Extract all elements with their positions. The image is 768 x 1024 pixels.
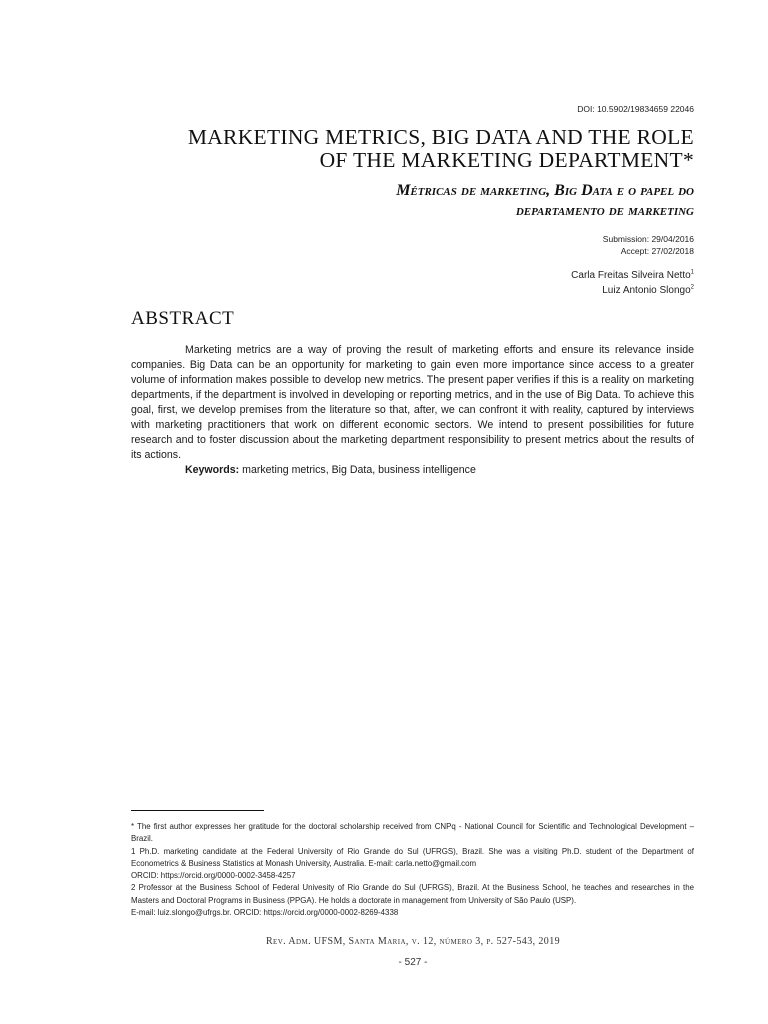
keywords-text: marketing metrics, Big Data, business intelligence (239, 464, 476, 476)
abstract-paragraph (131, 343, 694, 463)
journal-citation: Rev. Adm. UFSM, Santa Maria, v. 12, número 3, p. 527-543, 2019 (265, 936, 561, 947)
paper-subtitle-line-2: departamento de marketing (515, 202, 694, 219)
paper-subtitle (94, 181, 694, 221)
paper-title-line-1: MARKETING METRICS, BIG DATA AND THE ROLE (187, 125, 694, 149)
author-note-ref: 1 (690, 269, 694, 276)
footnote: 2 Professor at the Business School of Federal Univesity of Rio Grande do Sul (UFRGS), Brazil. At the Business School, he teaches and researches in the Masters and Doctoral Programs in Business (PPGA). He holds a doctorate in management from University of São Paulo (USP). (131, 883, 694, 905)
abstract-heading: ABSTRACT (131, 308, 235, 329)
doi-label: DOI: 10.5902/19834659 22046 (577, 104, 694, 114)
abstract-text: Marketing metrics are a way of proving the result of marketing efforts and ensure its relevance inside companies. Big Data can be an opportunity for marketing to gain even more importance since access to a greater volume of information makes possible to develop new metrics. The present paper verifies if this is a reality on marketing departments, if the department is involved in developing or reporting metrics, and in the use of Big Data. To achieve this goal, first, we develop premises from the literature so that, after, we can confront it with reality, captured by interviews with marketing practitioners that work on different economic sectors. We intend to present possibilities for future research and to foster discussion about the marketing department responsibility to present metrics about the results of its actions. (131, 344, 694, 461)
footnote: * The first author expresses her gratitude for the doctoral scholarship received from CNPq - National Council for Scientific and Technological Development – Brazil. (131, 822, 694, 844)
author (571, 268, 694, 283)
submission-date: Submission: 29/04/2016 (602, 234, 694, 244)
submission-dates (603, 233, 694, 257)
author-note-ref: 2 (690, 284, 694, 291)
page-number: - 527 - (398, 957, 428, 968)
paper-subtitle-line-1: Métricas de marketing, Big Data e o papel do (396, 182, 694, 199)
paper-title (114, 126, 694, 172)
author-name: Luiz Antonio Slongo (602, 285, 691, 296)
author-name: Carla Freitas Silveira Netto (571, 270, 691, 281)
footnote: 1 Ph.D. marketing candidate at the Federal University of Rio Grande do Sul (UFRGS), Brazil. She was a visiting Ph.D. student of the Department of Econometrics & Business Statistics at Monash University, Australia. E-mail: carla.netto@gmail.com (131, 846, 694, 868)
footnotes (131, 821, 694, 919)
footnote: E-mail: luiz.slongo@ufrgs.br. ORCID: https://orcid.org/0000-0002-8269-4338 (131, 908, 399, 918)
footnote: ORCID: https://orcid.org/0000-0002-3458-4257 (131, 871, 296, 881)
author-list (571, 268, 694, 298)
paper-title-line-2: OF THE MARKETING DEPARTMENT* (319, 148, 694, 172)
footnote-divider (131, 810, 264, 811)
keywords-line (185, 463, 476, 478)
accept-date: Accept: 27/02/2018 (620, 246, 694, 256)
keywords-label: Keywords: (185, 464, 240, 476)
author (571, 283, 694, 298)
